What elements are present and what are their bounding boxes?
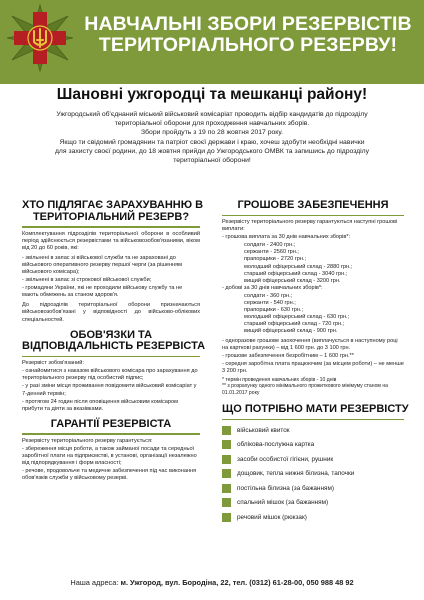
money-intro: Резервісту територіального резерву гарантуються наступні грошові виплати:	[222, 219, 398, 233]
money-group-label: - добові за 30 днів навчальних зборів*:	[222, 284, 323, 291]
money-extra: - одноразове грошове заохочення (виплачується в наступному році на карткові рахунки) – від 1 600 грн. до 3 100 грн.	[222, 337, 398, 351]
guarantees-intro: Резервісту територіального резерву гарантується:	[22, 437, 153, 444]
pay-rate: старший офіцерський склад - 3040 грн.;	[244, 270, 348, 277]
pay-rate: молодший офіцерський склад - 2880 грн.;	[244, 263, 353, 270]
footnote: * термін проведення навчальних зборів - 10 днів	[222, 376, 337, 383]
divider	[22, 433, 200, 435]
money-heading-line: ГРОШОВЕ ЗАБЕЗПЕЧЕННЯ	[237, 199, 389, 211]
daily-rate: сержанти - 540 грн.;	[244, 300, 296, 307]
who-heading-line1: ХТО ПІДЛЯГАЄ ЗАРАХУВАННЮ В	[22, 199, 204, 211]
divider	[222, 419, 404, 421]
military-emblem-icon	[6, 4, 74, 72]
daily-rate: солдати - 360 грн.;	[244, 292, 293, 299]
greeting: Шановні ужгородці та мешканці району!	[56, 86, 368, 103]
daily-rate: молодший офіцерський склад - 630 грн.;	[244, 314, 350, 321]
intro-line: Ужгородський об'єднаний міський військовий комісаріат проводить відбір кандидатів до підрозділу	[56, 111, 368, 118]
title-line-1: НАВЧАЛЬНІ ЗБОРИ РЕЗЕРВІСТІВ	[84, 13, 412, 35]
need-list	[222, 423, 404, 525]
page-title	[80, 14, 416, 56]
intro-line: територіальної оборони для проходження навчальних зборів.	[114, 120, 310, 128]
intro-line: територіальної оборони!	[173, 157, 251, 165]
bullet-square-icon	[222, 426, 231, 435]
money-extra: - середня заробітна плата працюючим (за місцем роботи) – не менше 3 200 грн.	[222, 360, 404, 374]
list-item	[222, 467, 404, 482]
pay-rate: вищий офіцерський склад - 3200 грн.	[244, 277, 341, 284]
bullet-square-icon	[222, 469, 231, 478]
bullet-square-icon	[222, 455, 231, 464]
daily-rate: вищий офіцерський склад - 900 грн.	[244, 328, 338, 335]
guarantees-heading-line: ГАРАНТІЇ РЕЗЕРВІСТА	[50, 417, 172, 430]
intro-line: для захисту своєї родини, до 18 жовтня прийди до Ужгородського ОМВК та запишись до підрозділу	[54, 147, 370, 155]
bullet-square-icon	[222, 484, 231, 493]
who-bullet: - звільнені в запас зі строкової військової служби;	[22, 277, 152, 284]
bullet-square-icon	[222, 498, 231, 507]
intro-line: Якщо ти свідомий громадянин та патріот своєї держави і краю, хочеш здобути необхідні навички	[59, 138, 365, 146]
list-item	[222, 423, 404, 438]
divider	[22, 356, 200, 358]
title-line-2: ТЕРИТОРІАЛЬНОГО РЕЗЕРВУ!	[98, 34, 398, 56]
list-item-label: речовий мішок (рюкзак)	[237, 513, 307, 521]
need-heading	[222, 403, 409, 416]
footer-address-text: м. Ужгород, вул. Бородіна, 22, тел. (0312) 61-28-00, 050 988 48 92	[120, 578, 354, 587]
pay-rate: сержанти - 2560 грн.;	[244, 249, 299, 256]
list-item-label: військовий квиток	[237, 426, 290, 434]
guarantees-bullet: - збереження місця роботи, а також займаної посади та середньої заробітної плати на підприємстві, в установі, організації незалежно від підпорядкування і форм власності;	[22, 445, 197, 467]
pay-rate: прапорщики - 2720 грн.;	[244, 256, 307, 263]
list-item	[222, 452, 404, 467]
duties-bullet: - протягом 24 годин після оповіщення військовим комісаром прибути та діяти за вказівками.	[22, 398, 178, 412]
duties-bullet: - ознайомитися з наказом військового комісара про зарахування до територіального резерву під особистий підпис;	[22, 368, 198, 382]
money-heading	[222, 200, 404, 212]
who-bullet: - громадяни України, які не проходили військову службу та не мають обмежень за станом здоров'я.	[22, 285, 183, 299]
pay-rate: солдати - 2400 грн.;	[244, 242, 296, 249]
left-column	[22, 199, 206, 483]
footer-prefix: Наша адреса:	[70, 578, 121, 587]
divider	[222, 215, 404, 217]
daily-rate: старший офіцерський склад - 720 грн.;	[244, 321, 345, 328]
who-heading	[22, 199, 204, 223]
duties-heading-line2: ВІДПОВІДАЛЬНІСТЬ РЕЗЕРВІСТА	[22, 340, 206, 353]
daily-rate: прапорщики - 630 грн.;	[244, 307, 304, 314]
footer-address	[0, 578, 424, 587]
who-heading-line2: ТЕРИТОРІАЛЬНИЙ РЕЗЕРВ?	[32, 210, 190, 223]
need-heading-line: ЩО ПОТРІБНО МАТИ РЕЗЕРВІСТУ	[222, 403, 409, 416]
list-item	[222, 496, 404, 511]
list-item-label: спальний мішок (за бажанням)	[237, 499, 329, 507]
duties-bullet: - у разі зміни місця проживання повідомити військовий комісаріат у 7-денний термін;	[22, 383, 197, 397]
who-bullet: - звільнені в запас зі військової служби та не зараховані до військового оперативного резерву першої черги (за рішенням військового комісара);	[22, 254, 182, 275]
intro-text	[30, 110, 394, 165]
duties-heading	[22, 328, 206, 353]
list-item	[222, 510, 404, 525]
header-band	[0, 0, 424, 84]
divider	[22, 226, 200, 228]
list-item	[222, 438, 404, 453]
duties-heading-line1: ОБОВ'ЯЗКИ ТА	[69, 328, 153, 341]
list-item-label: засоби особистої гігієни, рушник	[237, 455, 334, 463]
intro-dates: Збори пройдуть з 19 по 28 жовтня 2017 року.	[141, 129, 283, 137]
who-paragraph-2: До підрозділів територіальної оборони призначаються військовозобов'язані у відповідності до військово-облікових спеціальностей.	[22, 302, 200, 323]
right-column	[222, 199, 409, 525]
duties-intro: Резервіст зобов'язаний:	[22, 360, 84, 367]
who-paragraph: Комплектування підрозділів територіальної оборони в особливий період здійснюється резервістами та військовозобов'язаними, віком від 20 до 60 років, які:	[22, 230, 200, 251]
money-extra: - грошове забезпечення безробітним – 1 600 грн.**	[222, 352, 354, 359]
bullet-square-icon	[222, 440, 231, 449]
list-item-label: облікова-послужна картка	[237, 441, 315, 449]
guarantees-heading	[22, 419, 200, 431]
bullet-square-icon	[222, 513, 231, 522]
footnote: ** з розрахунку одного мінімального прожиткового мінімуму станом на 01.01.2017 року	[222, 383, 388, 396]
list-item	[222, 481, 404, 496]
list-item-label: дощовик, тепла нижня білизна, тапочки	[237, 470, 355, 478]
money-group-label: - грошова виплата за 30 днів навчальних зборів*:	[222, 234, 351, 241]
guarantees-bullet: - речове, продовольче та медичне забезпечення під час виконання обов'язків служби у військовому резерві.	[22, 468, 197, 482]
list-item-label: постільна білизна (за бажанням)	[237, 484, 334, 492]
